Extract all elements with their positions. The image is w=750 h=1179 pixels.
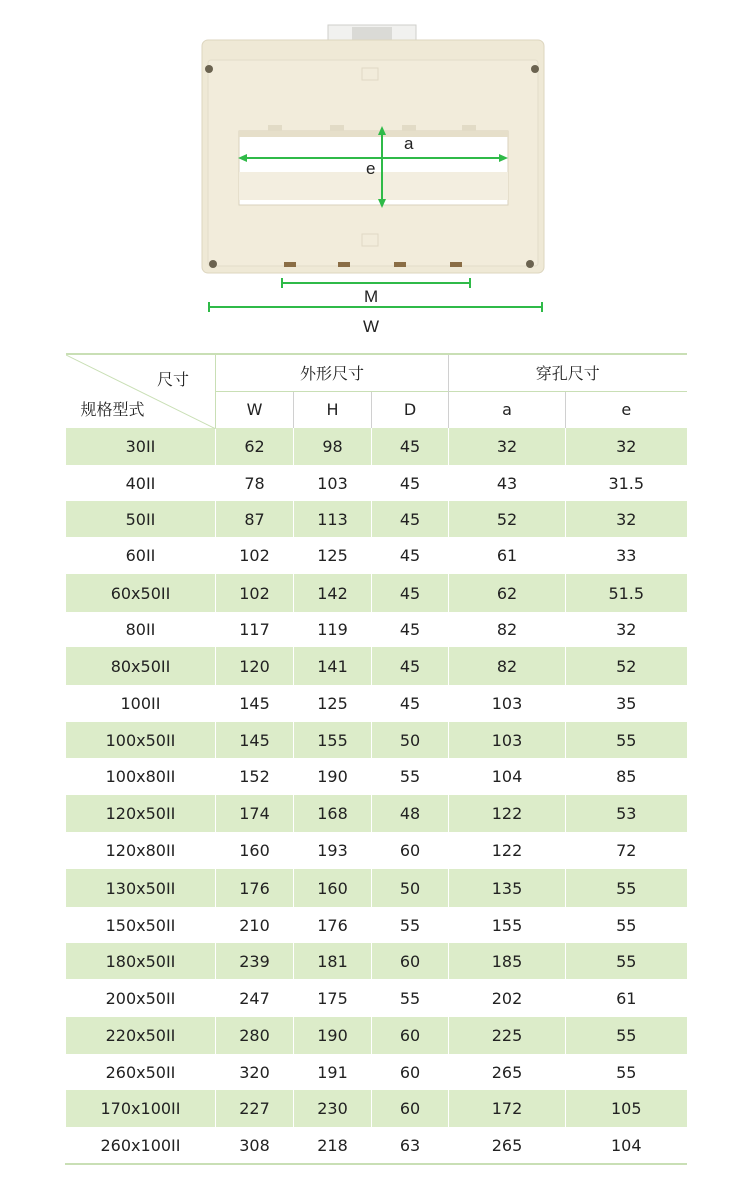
cell-d: 55: [372, 979, 449, 1017]
table-row: [66, 428, 687, 465]
cell-e: 55: [566, 1017, 687, 1054]
column-header-a: a: [449, 391, 566, 428]
cell-e: 51.5: [566, 574, 687, 612]
cell-w: 78: [216, 465, 294, 501]
cell-e: 31.5: [566, 465, 687, 501]
cell-model: 50II: [66, 501, 216, 537]
cell-e: 32: [566, 501, 687, 537]
spec-table: [65, 353, 687, 1165]
cell-h: 176: [294, 907, 372, 943]
cell-d: 48: [372, 795, 449, 832]
table-row: [66, 943, 687, 979]
corner-label-size: 尺寸: [156, 370, 189, 389]
cell-e: 61: [566, 979, 687, 1017]
cell-h: 168: [294, 795, 372, 832]
table-row: [66, 1127, 687, 1164]
screw-hole: [209, 260, 217, 268]
cell-h: 181: [294, 943, 372, 979]
cell-e: 55: [566, 1054, 687, 1090]
cell-model: 120x50II: [66, 795, 216, 832]
label-w: W: [363, 317, 380, 336]
cell-h: 230: [294, 1090, 372, 1127]
table-row: [66, 647, 687, 685]
table-row: [66, 612, 687, 647]
cell-e: 55: [566, 722, 687, 758]
cell-h: 218: [294, 1127, 372, 1164]
cell-w: 160: [216, 832, 294, 869]
table-row: [66, 832, 687, 869]
cell-d: 63: [372, 1127, 449, 1164]
cell-h: 125: [294, 537, 372, 574]
cell-h: 125: [294, 685, 372, 722]
cell-a: 172: [449, 1090, 566, 1127]
cell-a: 202: [449, 979, 566, 1017]
cell-a: 122: [449, 795, 566, 832]
cell-model: 100II: [66, 685, 216, 722]
cell-e: 55: [566, 907, 687, 943]
table-row: [66, 722, 687, 758]
cell-a: 43: [449, 465, 566, 501]
cell-a: 103: [449, 722, 566, 758]
corner-label-model: 规格型式: [80, 400, 145, 419]
cell-e: 72: [566, 832, 687, 869]
cell-model: 200x50II: [66, 979, 216, 1017]
cell-a: 155: [449, 907, 566, 943]
cell-model: 100x50II: [66, 722, 216, 758]
column-header-d: D: [372, 391, 449, 428]
cell-e: 53: [566, 795, 687, 832]
cell-d: 50: [372, 722, 449, 758]
cell-a: 62: [449, 574, 566, 612]
cell-h: 190: [294, 758, 372, 795]
cell-a: 82: [449, 612, 566, 647]
cell-d: 45: [372, 612, 449, 647]
label-m: M: [364, 287, 379, 306]
table-row: [66, 537, 687, 574]
cell-model: 80x50II: [66, 647, 216, 685]
label-e: e: [366, 159, 376, 178]
cell-a: 122: [449, 832, 566, 869]
cell-d: 60: [372, 832, 449, 869]
cell-w: 239: [216, 943, 294, 979]
cell-model: 260x50II: [66, 1054, 216, 1090]
cell-d: 45: [372, 685, 449, 722]
cell-d: 45: [372, 647, 449, 685]
cell-w: 227: [216, 1090, 294, 1127]
cell-w: 176: [216, 869, 294, 907]
cell-w: 87: [216, 501, 294, 537]
cell-e: 33: [566, 537, 687, 574]
cell-a: 32: [449, 428, 566, 465]
cell-w: 210: [216, 907, 294, 943]
cell-w: 120: [216, 647, 294, 685]
label-a: a: [404, 134, 414, 153]
cell-h: 160: [294, 869, 372, 907]
cell-h: 142: [294, 574, 372, 612]
cell-model: 260x100II: [66, 1127, 216, 1164]
cell-d: 45: [372, 465, 449, 501]
cell-e: 35: [566, 685, 687, 722]
screw-hole: [531, 65, 539, 73]
cell-a: 265: [449, 1054, 566, 1090]
table-row: [66, 1054, 687, 1090]
cell-w: 247: [216, 979, 294, 1017]
cell-h: 191: [294, 1054, 372, 1090]
table-row: [66, 758, 687, 795]
cell-model: 60x50II: [66, 574, 216, 612]
cell-w: 62: [216, 428, 294, 465]
cell-d: 60: [372, 1090, 449, 1127]
cell-e: 85: [566, 758, 687, 795]
cell-a: 61: [449, 537, 566, 574]
cell-d: 45: [372, 574, 449, 612]
cell-w: 117: [216, 612, 294, 647]
cell-w: 280: [216, 1017, 294, 1054]
table-row: [66, 574, 687, 612]
table-row: [66, 1090, 687, 1127]
cell-d: 45: [372, 501, 449, 537]
cell-a: 265: [449, 1127, 566, 1164]
cell-model: 60II: [66, 537, 216, 574]
column-header-e: e: [566, 391, 687, 428]
cell-h: 175: [294, 979, 372, 1017]
cell-d: 45: [372, 537, 449, 574]
cell-e: 105: [566, 1090, 687, 1127]
cell-model: 100x80II: [66, 758, 216, 795]
cell-w: 320: [216, 1054, 294, 1090]
cell-w: 145: [216, 685, 294, 722]
cell-a: 82: [449, 647, 566, 685]
cell-h: 103: [294, 465, 372, 501]
screw-hole: [205, 65, 213, 73]
cell-model: 150x50II: [66, 907, 216, 943]
cell-a: 103: [449, 685, 566, 722]
cell-h: 119: [294, 612, 372, 647]
cell-model: 120x80II: [66, 832, 216, 869]
transformer-body: [202, 40, 544, 273]
cell-a: 185: [449, 943, 566, 979]
cell-a: 52: [449, 501, 566, 537]
cell-d: 45: [372, 428, 449, 465]
cell-h: 190: [294, 1017, 372, 1054]
cell-w: 102: [216, 537, 294, 574]
cell-w: 152: [216, 758, 294, 795]
table-row: [66, 465, 687, 501]
cell-w: 145: [216, 722, 294, 758]
cell-model: 220x50II: [66, 1017, 216, 1054]
screw-hole: [526, 260, 534, 268]
cell-h: 113: [294, 501, 372, 537]
cell-d: 55: [372, 907, 449, 943]
table-row: [66, 685, 687, 722]
cell-d: 60: [372, 1054, 449, 1090]
cell-d: 60: [372, 1017, 449, 1054]
group-header-hole: 穿孔尺寸: [449, 354, 687, 391]
cell-a: 135: [449, 869, 566, 907]
cell-model: 170x100II: [66, 1090, 216, 1127]
cell-e: 104: [566, 1127, 687, 1164]
group-header-outer: 外形尺寸: [216, 354, 449, 391]
table-row: [66, 979, 687, 1017]
cell-model: 130x50II: [66, 869, 216, 907]
table-row: [66, 501, 687, 537]
cell-e: 52: [566, 647, 687, 685]
cell-d: 55: [372, 758, 449, 795]
cell-w: 308: [216, 1127, 294, 1164]
table-row: [66, 1017, 687, 1054]
cell-model: 30II: [66, 428, 216, 465]
cell-model: 80II: [66, 612, 216, 647]
cell-a: 225: [449, 1017, 566, 1054]
cell-e: 32: [566, 428, 687, 465]
cell-model: 180x50II: [66, 943, 216, 979]
cell-a: 104: [449, 758, 566, 795]
cell-h: 141: [294, 647, 372, 685]
product-diagram: [0, 0, 750, 345]
table-row: [66, 795, 687, 832]
cell-h: 155: [294, 722, 372, 758]
table-row: [66, 907, 687, 943]
cell-h: 193: [294, 832, 372, 869]
cell-model: 40II: [66, 465, 216, 501]
column-header-w: W: [216, 391, 294, 428]
cell-w: 102: [216, 574, 294, 612]
cell-e: 32: [566, 612, 687, 647]
column-header-h: H: [294, 391, 372, 428]
cell-d: 60: [372, 943, 449, 979]
cell-h: 98: [294, 428, 372, 465]
table-row: [66, 869, 687, 907]
header-corner-cell: [66, 354, 216, 428]
cell-d: 50: [372, 869, 449, 907]
cell-e: 55: [566, 943, 687, 979]
cell-e: 55: [566, 869, 687, 907]
cell-w: 174: [216, 795, 294, 832]
spec-table-body: [66, 428, 687, 1164]
